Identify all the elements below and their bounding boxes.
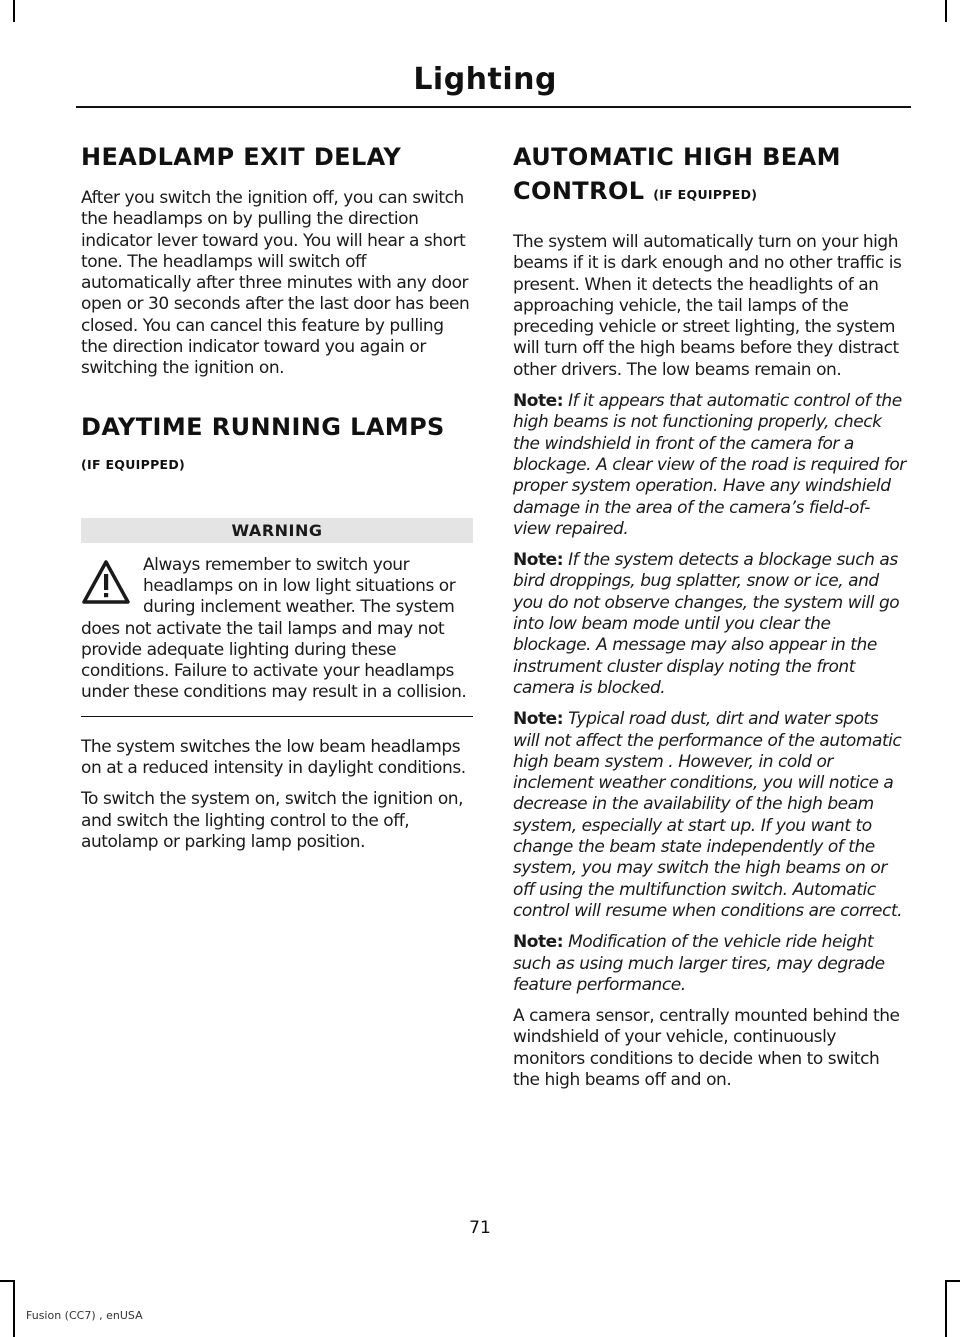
note-paragraph: [513, 391, 906, 540]
header-rule: [76, 106, 911, 108]
section-daytime-running-lamps: [81, 410, 473, 854]
note-paragraph: [513, 932, 906, 996]
section-heading-automatic-high-beam: [513, 140, 906, 212]
section-heading-suffix: (IF EQUIPPED): [81, 456, 186, 472]
footer-document-id: Fusion (CC7) , enUSA: [26, 1309, 143, 1322]
page-number: 71: [469, 1218, 491, 1238]
note-paragraph: [513, 550, 906, 699]
section-heading: HEADLAMP EXIT DELAY: [81, 143, 402, 171]
note-label: Note:: [513, 932, 564, 953]
high-beam-closing: A camera sensor, centrally mounted behind the windshield of your vehicle, continuously monitors conditions to decide when to switch the high beams off and on.: [513, 1006, 900, 1090]
section-headlamp-exit-delay: [81, 140, 473, 380]
left-column: [81, 140, 473, 863]
crop-mark-top-right-vertical: [945, 0, 947, 22]
section-heading-suffix: (IF EQUIPPED): [653, 187, 758, 202]
crop-mark-bottom-right-horizontal: [945, 1280, 960, 1282]
page-header-title: Lighting: [413, 62, 557, 97]
section-body: After you switch the ignition off, you can switch the headlamps on by pulling the direction indicator lever toward you. You will hear a short tone. The headlamps will switch off automatically after three minutes with any door open or 30 seconds after the last door has been closed. You can cancel this feature by pulling the direction indicator toward you again or switching the ignition on.: [81, 188, 470, 379]
section-heading: [81, 410, 473, 482]
crop-mark-bottom-left-vertical: [13, 1280, 15, 1337]
section-heading-text: AUTOMATIC HIGH BEAM CONTROL: [513, 143, 841, 205]
high-beam-intro: The system will automatically turn on your high beams if it is dark enough and no other traffic is present. When it detects the headlights of an approaching vehicle, the tail lamps of the preceding vehicle or street lighting, the system will turn off the high beams before they distract other drivers. The low beams remain on.: [513, 232, 902, 380]
section-heading-text: DAYTIME RUNNING LAMPS: [81, 412, 445, 441]
crop-mark-bottom-left-horizontal: [0, 1280, 15, 1282]
note-paragraph: [513, 709, 906, 922]
note-label: Note:: [513, 391, 564, 412]
note-label: Note:: [513, 550, 564, 571]
crop-mark-top-left-vertical: [13, 0, 15, 22]
warning-label: WARNING: [81, 518, 473, 543]
daytime-paragraph-2: To switch the system on, switch the ignition on, and switch the lighting control to the off, autolamp or parking lamp position.: [81, 789, 464, 852]
daytime-paragraph-1: The system switches the low beam headlamps on at a reduced intensity in daylight conditions.: [81, 736, 466, 779]
warning-text: Always remember to switch your headlamps on in low light situations or during inclement weather. The system does not activate the tail lamps and may not provide adequate lighting during these conditions. Failure to activate your headlamps under these conditions may result in a collision.: [81, 554, 467, 703]
note-text: Modification of the vehicle ride height such as using much larger tires, may degrade feature performance.: [513, 932, 885, 995]
crop-mark-bottom-right-vertical: [945, 1280, 947, 1337]
right-column: [513, 140, 906, 1101]
note-text: If it appears that automatic control of the high beams is not functioning properly, check the windshield in front of the camera for a blockage. A clear view of the road is required for proper system operation. Have any windshield damage in the area of the camera’s field-of-view repaired.: [513, 391, 906, 539]
note-text: If the system detects a blockage such as bird droppings, bug splatter, snow or ice, and you do not observe changes, the system will go into low beam mode until you clear the blockage. A message may also appear in the instrument cluster display noting the front camera is blocked.: [513, 550, 900, 698]
warning-triangle-icon: [81, 559, 131, 605]
note-text: Typical road dust, dirt and water spots will not affect the performance of the automatic high beam system . However, in cold or inclement weather conditions, you will notice a decrease in the availability of the high beam system, especially at start up. If you want to change the beam state independently of the system, you may switch the high beams on or off using the multifunction switch. Automatic control will resume when conditions are correct.: [513, 709, 903, 921]
warning-box: [81, 518, 473, 717]
note-label: Note:: [513, 709, 564, 730]
